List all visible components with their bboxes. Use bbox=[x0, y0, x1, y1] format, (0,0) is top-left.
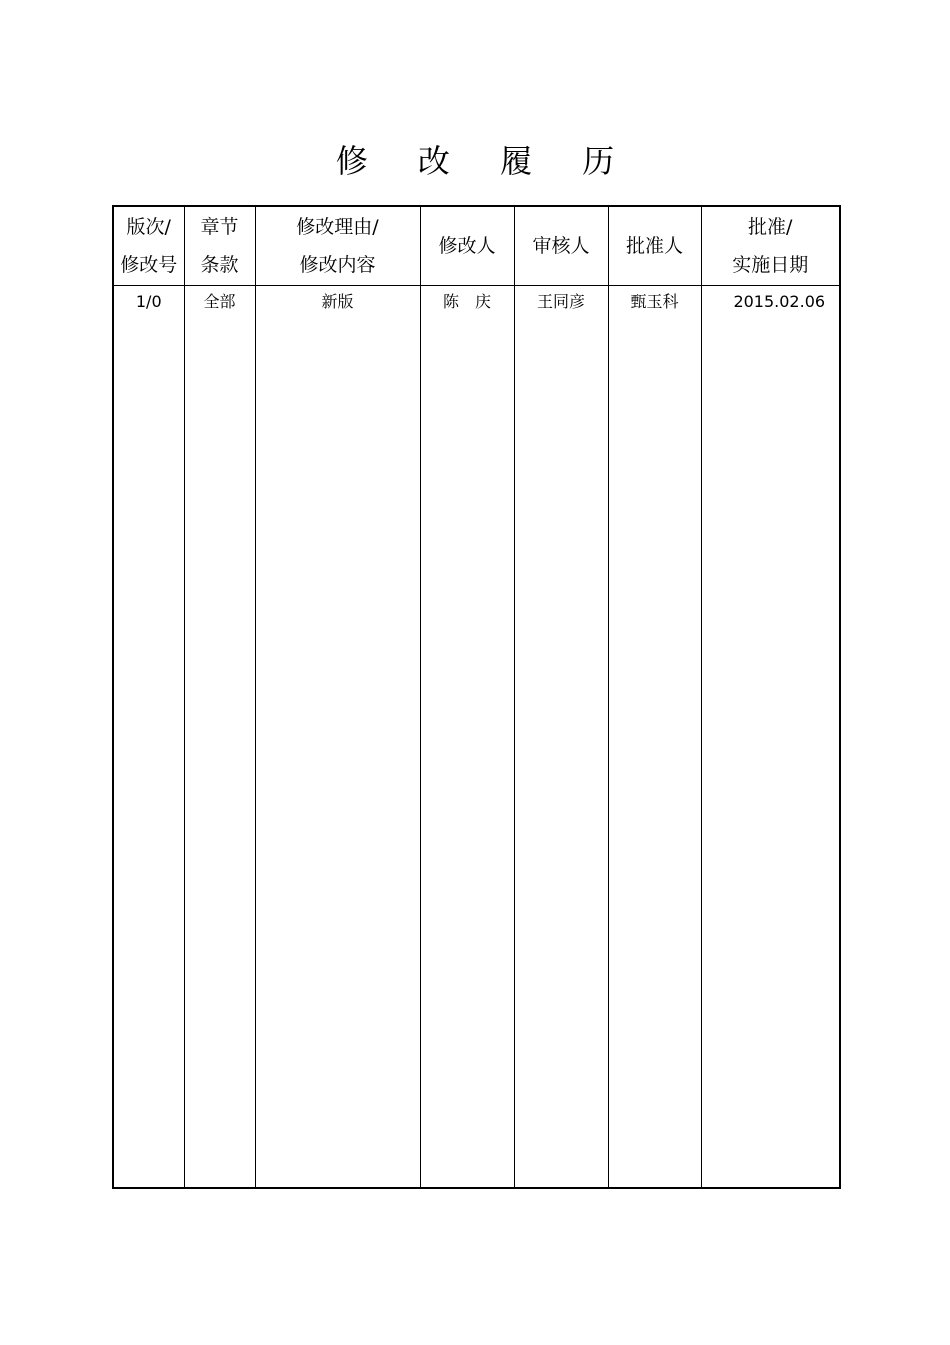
cell-reason-text: 新版 bbox=[321, 292, 354, 311]
cell-approver bbox=[608, 286, 701, 1189]
header-version-line1: 版次/ bbox=[126, 216, 171, 238]
header-reason-line1: 修改理由/ bbox=[296, 216, 379, 238]
header-section-line1: 章节 bbox=[200, 216, 239, 238]
header-modifier bbox=[420, 206, 514, 286]
cell-approver-text: 甄玉科 bbox=[630, 292, 679, 311]
header-version-line2: 修改号 bbox=[120, 254, 178, 276]
cell-reviewer bbox=[514, 286, 608, 1189]
header-reviewer bbox=[514, 206, 608, 286]
page-title: 修 改 履 历 bbox=[335, 142, 635, 180]
header-date-line1: 批准/ bbox=[748, 216, 793, 238]
cell-version-text: 1/0 bbox=[135, 292, 162, 311]
cell-modifier bbox=[420, 286, 514, 1189]
table-header-row bbox=[113, 206, 840, 286]
header-modifier-line1: 修改人 bbox=[438, 235, 496, 257]
cell-reviewer-text: 王同彦 bbox=[536, 292, 585, 311]
header-section-line2: 条款 bbox=[200, 254, 239, 276]
table-row bbox=[113, 286, 840, 1189]
header-reviewer-line1: 审核人 bbox=[532, 235, 590, 257]
header-date-line2: 实施日期 bbox=[732, 254, 809, 276]
header-date bbox=[701, 206, 840, 286]
cell-modifier-text: 陈 庆 bbox=[442, 292, 491, 311]
header-section bbox=[184, 206, 255, 286]
header-approver bbox=[608, 206, 701, 286]
header-reason-line2: 修改内容 bbox=[299, 254, 376, 276]
cell-section-text: 全部 bbox=[203, 292, 236, 311]
cell-version bbox=[113, 286, 184, 1189]
revision-history-table bbox=[112, 205, 841, 1189]
header-reason bbox=[255, 206, 420, 286]
cell-reason bbox=[255, 286, 420, 1189]
cell-date-text: 2015.02.06 bbox=[733, 292, 826, 311]
header-version bbox=[113, 206, 184, 286]
header-approver-line1: 批准人 bbox=[625, 235, 683, 257]
cell-section bbox=[184, 286, 255, 1189]
cell-date bbox=[701, 286, 840, 1189]
